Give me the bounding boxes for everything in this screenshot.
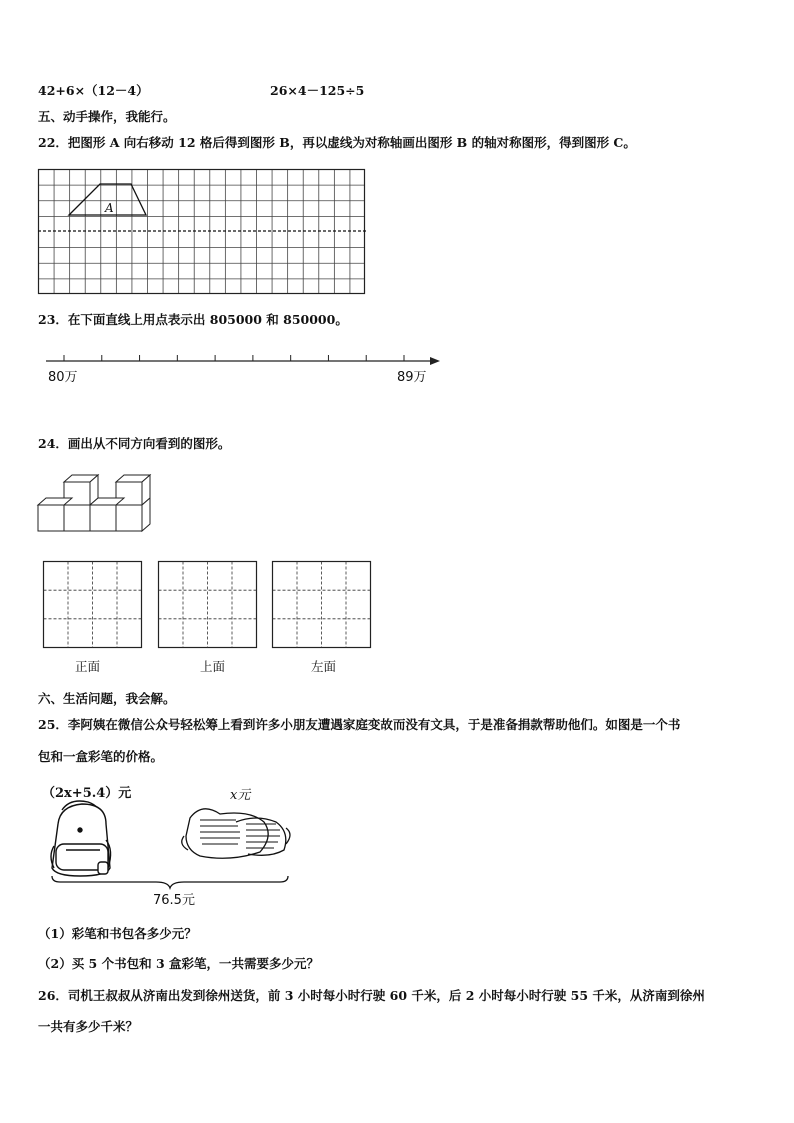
- q26-line2: 一共有多少千米？: [38, 1019, 139, 1034]
- q24-text: 24．画出从不同方向看到的图形。: [38, 436, 231, 451]
- view-grid-top: [158, 561, 258, 649]
- q25-sub1: （1）彩笔和书包各多少元？: [38, 926, 197, 941]
- view-label-left: 左面: [311, 659, 337, 674]
- q22-grid: [38, 169, 366, 295]
- cube-stack: [38, 474, 152, 534]
- bag-price-label: （2x+5.4）元: [42, 786, 132, 801]
- q23-text: 23．在下面直线上用点表示出 805000 和 850000。: [38, 312, 348, 327]
- backpack-icon: [51, 801, 111, 876]
- view-grid-left: [272, 561, 372, 649]
- q26-line1: 26．司机王叔叔从济南出发到徐州送货，前 3 小时每小时行驶 60 千米，后 2 小时每小时行驶 55 千米，从济南到徐州: [38, 988, 705, 1003]
- view-label-top: 上面: [200, 659, 226, 674]
- q25-line2: 包和一盒彩笔的价格。: [38, 749, 164, 764]
- q23-number-line: [46, 350, 446, 390]
- color-pens-icon: [182, 809, 290, 858]
- q22-text: 22．把图形 A 向右移动 12 格后得到图形 B，再以虚线为对称轴画出图形 B 的轴对称图形，得到图形 C。: [38, 135, 636, 150]
- section-6-title: 六、生活问题，我会解。: [38, 691, 176, 706]
- section-5-title: 五、动手操作，我能行。: [38, 109, 176, 124]
- total-price-label: 76.5元: [153, 893, 195, 908]
- view-label-front: 正面: [75, 659, 101, 674]
- q25-sub2: （2）买 5 个书包和 3 盒彩笔，一共需要多少元？: [38, 956, 320, 971]
- number-line-start-label: 80万: [48, 370, 78, 385]
- q25-illustration: [40, 780, 300, 910]
- number-line-end-label: 89万: [397, 370, 427, 385]
- pen-price-label: x元: [230, 788, 251, 803]
- expression-2: 26×4－125÷5: [270, 83, 365, 98]
- total-brace: [52, 876, 288, 888]
- view-grid-front: [43, 561, 143, 649]
- q25-line1: 25．李阿姨在微信公众号轻松筹上看到许多小朋友遭遇家庭变故而没有文具，于是准备捐款帮助他们。如图是一个书: [38, 717, 681, 732]
- expression-1: 42+6×（12－4）: [38, 83, 149, 98]
- shape-a-label: A: [105, 201, 114, 215]
